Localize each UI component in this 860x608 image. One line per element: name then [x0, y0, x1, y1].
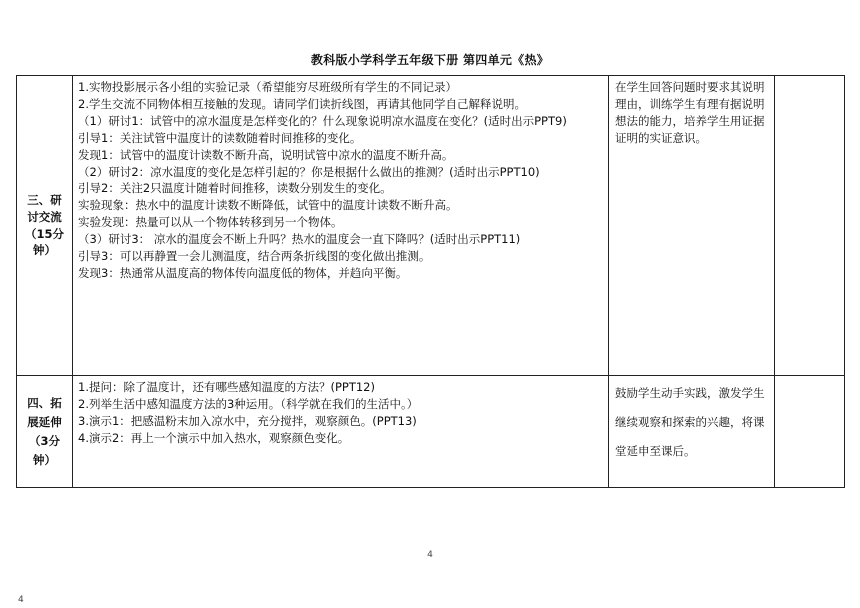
note-cell	[775, 76, 845, 376]
stage-label: （3分	[28, 433, 60, 448]
intent-text: 在学生回答问题时要求其说明理由，训练学生有理有据说明想法的能力，培养学生用证据证明的实证意识。	[615, 80, 765, 145]
process-line: 2.列举生活中感知温度方法的3种运用。（科学就在我们的生活中。）	[78, 396, 419, 411]
stage-label: 讨交流	[27, 209, 62, 224]
intent-cell	[609, 376, 775, 488]
process-line: （1）研讨1：试管中的凉水温度是怎样变化的？什么现象说明凉水温度在变化？(适时出示PPT9)	[78, 113, 567, 128]
process-line: 发现1：试管中的温度计读数不断升高，说明试管中凉水的温度不断升高。	[78, 147, 454, 162]
note-cell	[775, 376, 845, 488]
stage-label: （15分	[24, 226, 64, 241]
intent-cell	[609, 76, 775, 376]
process-line: 实验现象：热水中的温度计读数不断降低，试管中的温度计读数不断升高。	[78, 198, 458, 213]
process-line: 4.演示2：再上一个演示中加入热水，观察颜色变化。	[78, 430, 350, 445]
intent-text: 鼓励学生动手实践，激发学生继续观察和探索的兴趣，将课堂延申至课后。	[615, 386, 765, 458]
page-number: 4	[427, 550, 433, 560]
process-line: 3.演示1：把感温粉末加入凉水中，充分搅拌，观察颜色。(PPT13)	[78, 413, 417, 428]
process-line: 发现3：热通常从温度高的物体传向温度低的物体，并趋向平衡。	[78, 265, 408, 280]
process-line: （2）研讨2：凉水温度的变化是怎样引起的？你是根据什么做出的推测？(适时出示PPT10)	[78, 164, 540, 179]
process-cell	[73, 376, 609, 488]
stage-label: 三、研	[27, 192, 62, 207]
process-line: 2.学生交流不同物体相互接触的发现。请同学们读折线图，再请其他同学自己解释说明。	[78, 96, 526, 111]
page-number-corner: 4	[18, 595, 24, 605]
stage-label: 钟）	[33, 452, 56, 467]
process-line: 1.实物投影展示各小组的实验记录（希望能穷尽班级所有学生的不同记录）	[78, 80, 457, 94]
process-line: （3）研讨3： 凉水的温度会不断上升吗？热水的温度会一直下降吗？(适时出示PPT11)	[78, 232, 521, 247]
document-header: 教科版小学科学五年级下册 第四单元《热》	[310, 53, 550, 67]
stage-cell	[17, 76, 73, 376]
table-row	[17, 76, 845, 376]
process-line: 引导2：关注2只温度计随着时间推移，读数分别发生的变化。	[78, 181, 392, 196]
table-row	[17, 376, 845, 488]
stage-cell	[17, 376, 73, 488]
stage-label: 展延伸	[27, 414, 62, 429]
stage-label: 钟）	[33, 243, 56, 258]
process-cell	[73, 76, 609, 376]
process-line: 引导3：可以再静置一会儿测温度，结合两条折线图的变化做出推测。	[78, 249, 431, 264]
process-line: 引导1：关注试管中温度计的读数随着时间推移的变化。	[78, 130, 362, 145]
lesson-plan-table	[16, 75, 845, 488]
stage-label: 四、拓	[27, 395, 62, 410]
process-line: 1.提问：除了温度计，还有哪些感知温度的方法？(PPT12)	[78, 380, 375, 394]
process-line: 实验发现：热量可以从一个物体转移到另一个物体。	[78, 215, 343, 230]
